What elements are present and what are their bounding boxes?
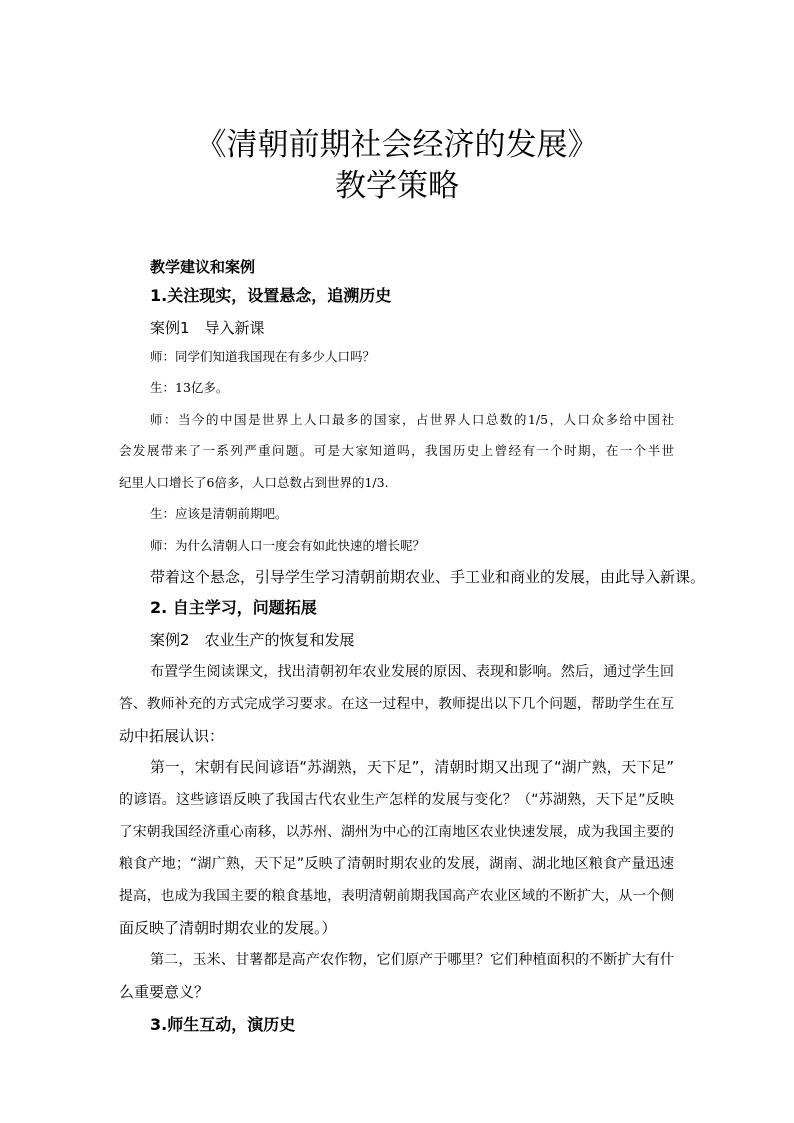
- section-heading: 教学建议和案例: [150, 258, 256, 276]
- paragraph-3-line-1: 第二，玉米、甘薯都是高产农作物，它们原产于哪里？它们种植面积的不断扩大有什: [150, 952, 674, 968]
- paragraph-2-line-1: 第一，宋朝有民间谚语“苏湖熟，天下足”，清朝时期又出现了“湖广熟，天下足”: [150, 759, 674, 776]
- dialog-line-student-2: 生：应该是清朝前期吧。: [150, 506, 288, 521]
- section-3-heading: 3.师生互动，演历史: [150, 1015, 296, 1034]
- paragraph-2-line-5: 提高，也成为我国主要的粮食基地，表明清朝前期我国高产农业区域的不断扩大，从一个侧: [119, 888, 674, 904]
- document-title-line2: 教学策略: [335, 168, 459, 204]
- dialog-line-teacher-2c: 纪里人口增长了6倍多，人口总数占到世界的1/3.: [119, 475, 389, 490]
- paragraph-1-line-2: 答、教师补充的方式完成学习要求。在这一过程中，教师提出以下几个问题，帮助学生在互: [119, 696, 674, 712]
- paragraph-2-line-6: 面反映了清朝时期农业的发展。）: [119, 919, 337, 937]
- paragraph-2-line-2: 的谚语。这些谚语反映了我国古代农业生产怎样的发展与变化？（“苏湖熟，天下足”反映: [119, 792, 674, 808]
- document-title-line1: 《清朝前期社会经济的发展》: [195, 127, 599, 163]
- case-2-title: 案例2 农业生产的恢复和发展: [150, 631, 355, 649]
- paragraph-3-line-2: 么重要意义？: [119, 983, 210, 1001]
- section-1-heading: 1.关注现实，设置悬念，追溯历史: [150, 286, 392, 305]
- paragraph-1-line-1: 布置学生阅读课文，找出清朝初年农业发展的原因、表现和影响。然后，通过学生回: [150, 664, 674, 680]
- lead-in-paragraph: 带着这个悬念，引导学生学习清朝前期农业、手工业和商业的发展，由此导入新课。: [150, 568, 706, 586]
- case-1-title: 案例1 导入新课: [150, 319, 265, 337]
- dialog-line-teacher-2b: 会发展带来了一系列严重问题。可是大家知道吗，我国历史上曾经有一个时期，在一个半世: [119, 443, 674, 458]
- dialog-line-teacher-1: 师：同学们知道我国现在有多少人口吗？: [150, 349, 376, 364]
- dialog-line-teacher-2a: 师：当今的中国是世界上人口最多的国家，占世界人口总数的1/5，人口众多给中国社: [150, 412, 674, 427]
- section-2-heading: 2. 自主学习，问题拓展: [150, 598, 317, 617]
- paragraph-2-line-4: 粮食产地；“湖广熟，天下足”反映了清朝时期农业的发展，湖南、湖北地区粮食产量迅速: [119, 856, 674, 872]
- paragraph-2-line-3: 了宋朝我国经济重心南移，以苏州、湖州为中心的江南地区农业快速发展，成为我国主要的: [119, 824, 674, 840]
- dialog-line-teacher-3: 师：为什么清朝人口一度会有如此快速的增长呢？: [150, 538, 426, 553]
- paragraph-1-line-3: 动中拓展认识：: [119, 727, 225, 745]
- dialog-line-student-1: 生：13亿多。: [150, 380, 229, 395]
